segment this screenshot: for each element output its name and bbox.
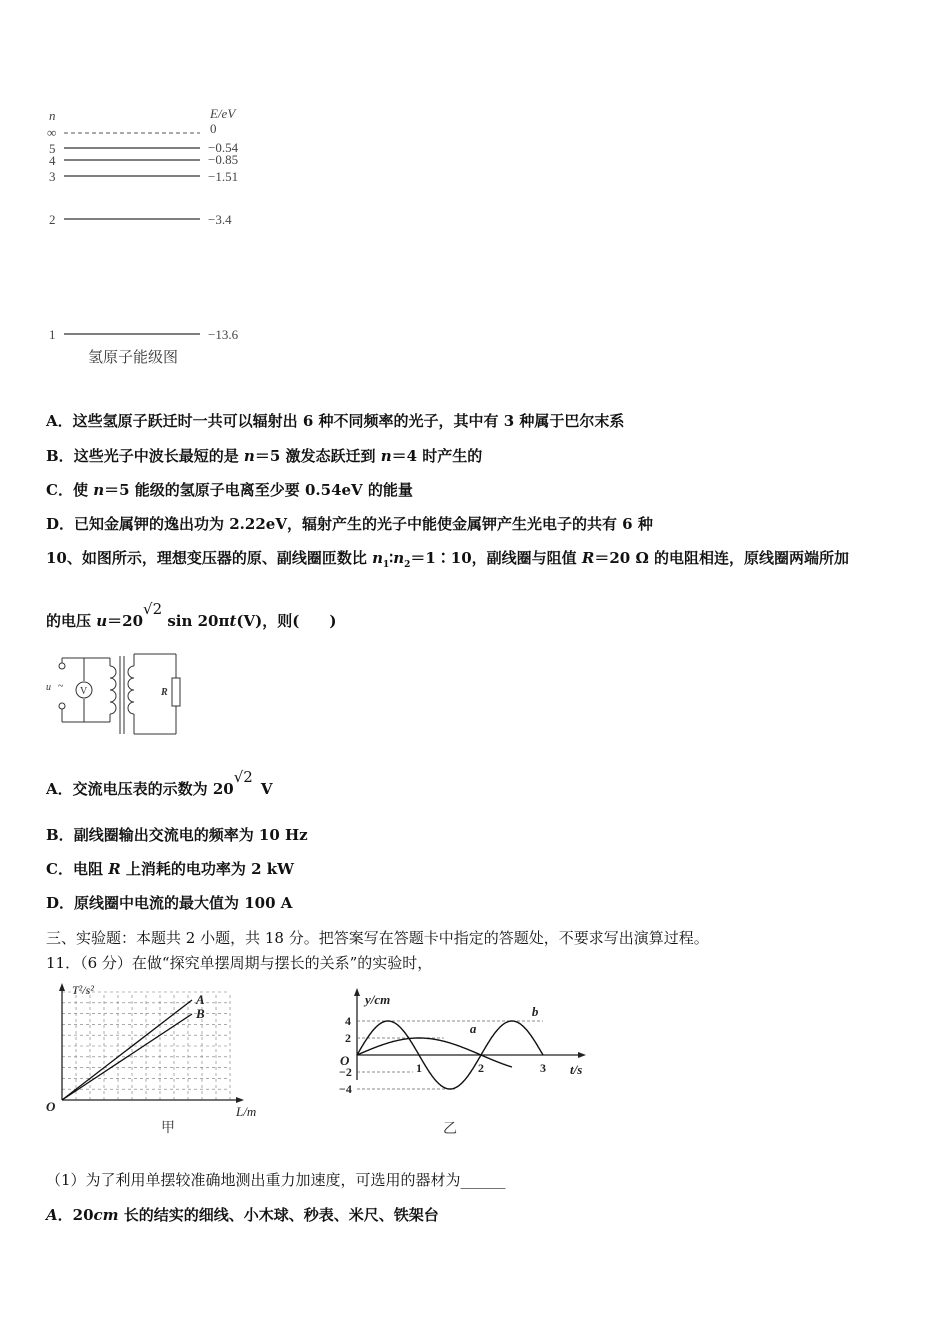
q10-option-b [46,824,308,845]
option-text: ＝5 能级的氢原子电离至少要 0.54eV 的能量 [104,481,413,499]
series-label-b: B [196,1006,205,1021]
chart-yi-title: 乙 [443,1122,457,1137]
var-r: R [581,549,595,567]
q10-stem-line1 [46,547,849,570]
level-n-label: 5 [49,141,56,156]
stem-text: ＝20 Ω 的电阻相连，原线圈两端所加 [594,549,850,567]
var-n: n [93,481,105,499]
q11-option-a [46,1204,439,1225]
chart-jia [40,980,280,1140]
series-label-a: a [469,1020,477,1036]
series-label-b: b [531,1003,539,1019]
x-tick-label: 1 [416,1061,422,1075]
q9-option-a [46,410,624,431]
level-n-label: 3 [49,169,56,184]
q10-option-a [46,768,273,799]
option-text: 原线圈中电流的最大值为 100 A [74,894,293,912]
option-dot: ． [57,1206,73,1224]
subscript: 2 [404,560,411,570]
x-tick-label: 3 [540,1061,546,1075]
option-text: 长的结实的细线、小木球、秒表、米尺、铁架台 [118,1206,439,1224]
var-n: n [243,447,255,465]
stem-text: ＝1∶10，副线圈与阻值 [410,549,582,567]
var-t: t [229,612,237,630]
option-letter: B． [46,826,74,844]
option-text: 副线圈输出交流电的频率为 10 Hz [73,826,308,844]
q9-option-c [46,479,413,500]
option-text: 已知金属钾的逸出功为 2.22eV，辐射产生的光子中能使金属钾产生光电子的共有 6 种 [74,515,653,533]
option-text: 上消耗的电功率为 2 kW [120,860,294,878]
section-3-heading: 三、实验题：本题共 2 小题，共 18 分。把答案写在答题卡中指定的答题处，不要求写出演算过程。 [46,929,709,947]
option-letter: A． [46,780,73,798]
chart-yi-xlabel: t/s [570,1062,583,1077]
chart-yi-ylabel: y/cm [365,992,391,1007]
option-text: 交流电压表的示数为 20 [72,780,234,798]
y-tick-label: −4 [339,1082,352,1096]
option-letter: B． [46,447,74,465]
option-text: 这些光子中波长最短的是 [73,447,244,465]
stem-text: sin 20π [162,612,230,630]
option-letter: D． [46,894,75,912]
secondary-coil [128,666,134,714]
q11-sub1: （1）为了利用单摆较准确地测出重力加速度，可选用的器材为______ [46,1171,506,1189]
stem-text: ＝20 [107,612,144,630]
transformer-circuit [44,648,194,740]
q10-option-d [46,892,292,913]
option-text: V [260,780,273,798]
u-label: u [46,682,51,693]
x-arrow-icon [578,1052,586,1058]
level-n-label: 4 [49,153,56,168]
chart-jia-origin: O [46,1099,56,1114]
q11-title: 11．（6 分）在做“探究单摆周期与摆长的关系”的实验时， [46,954,433,972]
option-letter: A [46,1206,58,1224]
resistor [172,678,180,706]
option-letter: D． [46,515,75,533]
chart-yi-series [357,1004,543,1089]
terminal-top [59,663,65,669]
stem-text: 的电压 [46,612,97,630]
diagram-caption: 氢原子能级图 [88,350,179,366]
option-unit: cm [93,1206,119,1224]
option-text: 使 [72,481,94,499]
chart-yi-origin: O [340,1053,350,1068]
terminal-bottom [59,703,65,709]
series-label-a: A [196,992,205,1007]
option-letter: C． [46,481,73,499]
subscript: 1 [383,560,390,570]
y-tick-label: 2 [345,1031,351,1045]
var-n: n [380,447,392,465]
x-tick-label: 2 [478,1061,484,1075]
sqrt-symbol: √2 [143,600,163,618]
chart-yi [330,985,600,1140]
chart-jia-xlabel: L/m [236,1104,257,1119]
voltmeter-label: V [80,686,88,697]
y-tick-label: 4 [345,1014,351,1028]
stem-text: 10、如图所示，理想变压器的原、副线圈匝数比 [46,549,373,567]
resistor-label: R [161,687,168,698]
level-n-label: ∞ [47,125,57,140]
y-tick-label: −2 [339,1065,352,1079]
level-energy-label: −0.54 [208,140,239,155]
option-text: ＝4 时产生的 [391,447,483,465]
y-arrow-icon [59,983,65,991]
series-line-a [62,1000,192,1100]
q9-option-d [46,513,653,534]
chart-jia-ylabel: T²/s² [72,983,94,997]
stem-text: ∶ [389,549,394,567]
option-text: 电阻 [72,860,109,878]
stem-text: (V)，则( ) [236,612,337,630]
var-u: u [96,612,108,630]
level-energy-label: −3.4 [208,212,232,227]
option-text: 这些氢原子跃迁时一共可以辐射出 6 种不同频率的光子，其中有 3 种属于巴尔末系 [72,412,625,430]
y-arrow-icon [354,988,360,996]
e-axis-label: E/eV [210,106,236,121]
option-letter: A． [46,412,73,430]
q10-option-c [46,858,294,879]
level-energy-label: −0.85 [208,152,239,167]
level-energy-label: −13.6 [208,327,239,342]
var-n2: n [393,549,405,567]
x-arrow-icon [236,1097,244,1103]
option-letter: C． [46,860,73,878]
option-number: 20 [72,1206,94,1224]
option-text: ＝5 激发态跃迁到 [254,447,381,465]
ac-source-icon: ~ [58,681,64,692]
q10-stem-line2 [46,600,337,631]
level-energy-label: −1.51 [208,169,239,184]
primary-coil [110,666,116,714]
level-n-label: 1 [49,327,56,342]
n-axis-label: n [49,108,56,123]
energy-level-diagram [40,100,280,375]
level-energy-label: 0 [210,121,217,136]
sqrt-symbol: √2 [233,768,253,786]
var-n1: n [372,549,384,567]
q9-option-b [46,445,482,466]
var-r: R [108,860,121,878]
chart-jia-title: 甲 [161,1121,175,1136]
level-n-label: 2 [49,212,56,227]
